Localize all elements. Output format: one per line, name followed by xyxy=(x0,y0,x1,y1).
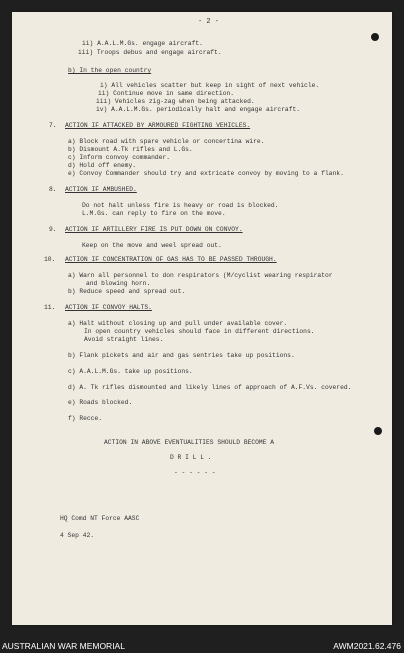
section-number: 11. xyxy=(44,304,56,311)
text-line: Do not halt unless fire is heavy or road is blocked. xyxy=(82,202,279,209)
section-title: ACTION IF CONVOY HALTS. xyxy=(65,304,152,311)
text-line: iii) Troops debus and engage aircraft. xyxy=(78,49,222,56)
text-line: a) Warn all personnel to don respirators (M/cyclist wearing respirator xyxy=(68,272,333,279)
archive-footer xyxy=(0,637,404,653)
text-line: Keep on the move and weel spread out. xyxy=(82,242,222,249)
text-line: d) Hold off enemy. xyxy=(68,162,137,169)
text-line: and blowing horn. xyxy=(86,280,151,287)
subsection-heading-text: b) In the open country xyxy=(68,67,152,74)
document-page xyxy=(12,12,392,625)
text-line: a) Block road with spare vehicle or concertina wire. xyxy=(68,138,265,145)
text-line: b) Reduce speed and spread out. xyxy=(68,288,186,295)
closing-statement: ACTION IN ABOVE EVENTUALITIES SHOULD BECOME A xyxy=(104,439,275,446)
punch-hole xyxy=(371,33,379,41)
footer-right: AWM2021.62.476 xyxy=(333,641,401,651)
text-line: c) A.A.L.M.Gs. take up positions. xyxy=(68,368,193,375)
section-title: ACTION IF ATTACKED BY ARMOURED FIGHTING VEHICLES. xyxy=(65,122,251,129)
text-line: b) Dismount A.Tk rifles and L.Gs. xyxy=(68,146,193,153)
text-line: d) A. Tk rifles dismounted and likely lines of approach of A.F.Vs. covered. xyxy=(68,384,352,391)
section-number: 10. xyxy=(44,256,56,263)
section-title: ACTION IF AMBUSHED. xyxy=(65,186,137,193)
text-line: Avoid straight lines. xyxy=(84,336,164,343)
text-line: L.M.Gs. can reply to fire on the move. xyxy=(82,210,226,217)
subsection-heading xyxy=(68,67,151,75)
date: 4 Sep 42. xyxy=(60,532,95,539)
text-line: ii) Continue move in same direction. xyxy=(98,90,235,97)
text-line: ii) A.A.L.M.Gs. engage aircraft. xyxy=(82,40,203,47)
section-title: ACTION IF CONCENTRATION OF GAS HAS TO BE PASSED THROUGH. xyxy=(65,256,277,263)
dash-rule: - - - - - - xyxy=(174,469,216,476)
text-line: f) Recce. xyxy=(68,415,103,422)
section-number: 9. xyxy=(49,226,57,233)
text-line: In open country vehicles should face in different directions. xyxy=(84,328,315,335)
text-line: e) Convoy Commander should try and extricate convoy by moving to a flank. xyxy=(68,170,344,177)
signoff: HQ Comd NT Force AASC xyxy=(60,515,140,522)
section-number: 7. xyxy=(49,122,57,129)
text-line: a) Halt without closing up and pull under available cover. xyxy=(68,320,288,327)
text-line: b) Flank pickets and air and gas sentries take up positions. xyxy=(68,352,295,359)
punch-hole xyxy=(374,427,382,435)
section-number: 8. xyxy=(49,186,57,193)
drill-word: D R I L L . xyxy=(170,454,212,461)
text-line: i) All vehicles scatter but keep in sight of next vehicle. xyxy=(100,82,320,89)
page-number: - 2 - xyxy=(198,18,220,26)
footer-left: AUSTRALIAN WAR MEMORIAL xyxy=(2,641,125,651)
section-title: ACTION IF ARTILLERY FIRE IS PUT DOWN ON CONVOY. xyxy=(65,226,243,233)
text-line: c) Inform convoy commander. xyxy=(68,154,171,161)
text-line: iii) Vehicles zig-zag when being attacked. xyxy=(96,98,255,105)
text-line: e) Roads blocked. xyxy=(68,399,133,406)
text-line: iv) A.A.L.M.Gs. periodically halt and engage aircraft. xyxy=(96,106,301,113)
